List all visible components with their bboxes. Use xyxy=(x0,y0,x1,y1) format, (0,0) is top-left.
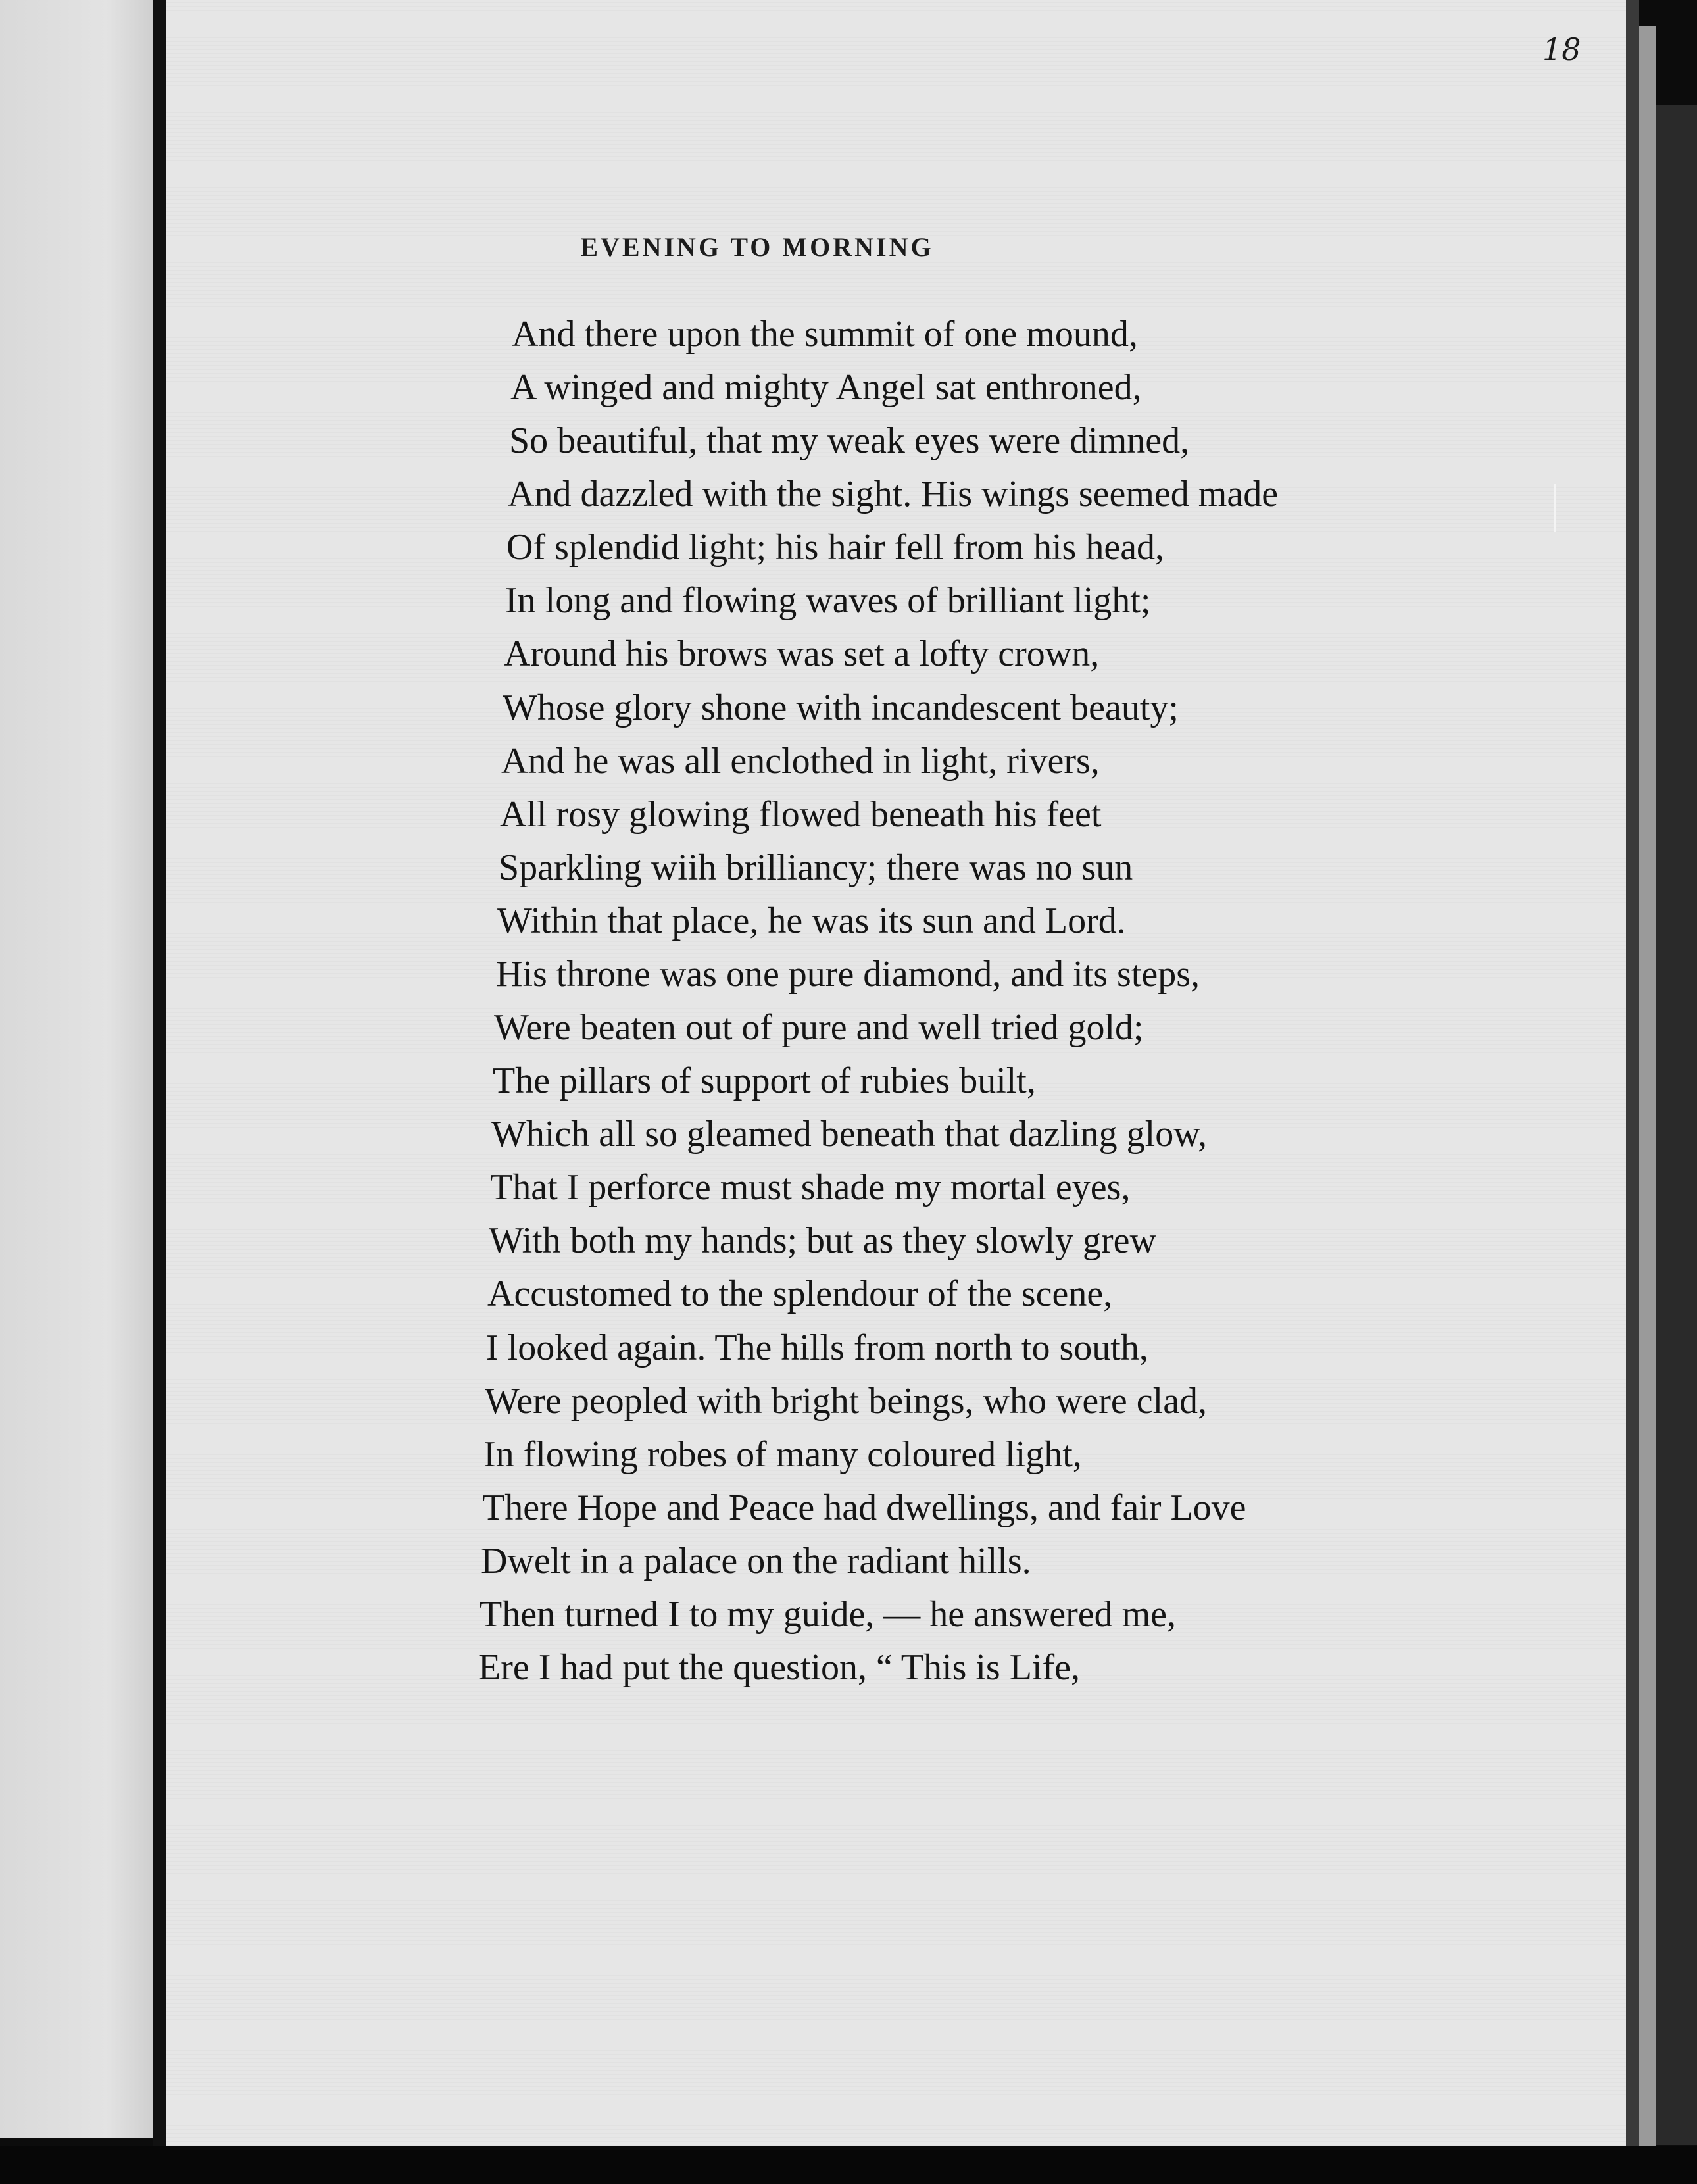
poem-line: His throne was one pure diamond, and its steps, xyxy=(496,954,1200,995)
poem-line: That I perforce must shade my mortal eyes, xyxy=(490,1167,1131,1208)
poem-line: So beautiful, that my weak eyes were dimned, xyxy=(509,420,1190,461)
poem-line: I looked again. The hills from north to south, xyxy=(486,1328,1148,1368)
poem-line: And there upon the summit of one mound, xyxy=(512,314,1138,355)
poem-line: Around his brows was set a lofty crown, xyxy=(504,633,1100,674)
poem-line: And he was all enclothed in light, rivers, xyxy=(501,741,1100,782)
poem-line: Were beaten out of pure and well tried gold; xyxy=(494,1007,1144,1048)
poem-line: The pillars of support of rubies built, xyxy=(493,1060,1036,1101)
poem-line: Sparkling wiih brilliancy; there was no sun xyxy=(499,847,1133,888)
poem-line: Within that place, he was its sun and Lord. xyxy=(497,901,1126,941)
poem-line: In long and flowing waves of brilliant light; xyxy=(505,580,1151,621)
poem-line: All rosy glowing flowed beneath his feet xyxy=(500,794,1102,835)
poem-line: Dwelt in a palace on the radiant hills. xyxy=(481,1541,1031,1581)
poem-line: There Hope and Peace had dwellings, and fair Love xyxy=(482,1487,1246,1528)
poem-line: With both my hands; but as they slowly grew xyxy=(489,1220,1156,1261)
poem-line: Accustomed to the splendour of the scene, xyxy=(487,1274,1113,1314)
poem-line: Ere I had put the question, “ This is Life, xyxy=(478,1647,1080,1688)
poem-line: Of splendid light; his hair fell from his head, xyxy=(506,527,1165,568)
running-head: EVENING TO MORNING xyxy=(580,232,934,262)
poem-line: Whose glory shone with incandescent beauty; xyxy=(503,687,1179,728)
poem-line: And dazzled with the sight. His wings seemed made xyxy=(508,474,1279,514)
poem-line: Which all so gleamed beneath that dazling glow, xyxy=(491,1114,1208,1154)
poem-line: In flowing robes of many coloured light, xyxy=(483,1434,1082,1475)
poem-line: Were peopled with bright beings, who were clad, xyxy=(485,1381,1208,1422)
page-number: 18 xyxy=(1542,32,1581,67)
poem-line: A winged and mighty Angel sat enthroned, xyxy=(510,367,1142,408)
poem-line: Then turned I to my guide, — he answered me, xyxy=(480,1594,1177,1635)
